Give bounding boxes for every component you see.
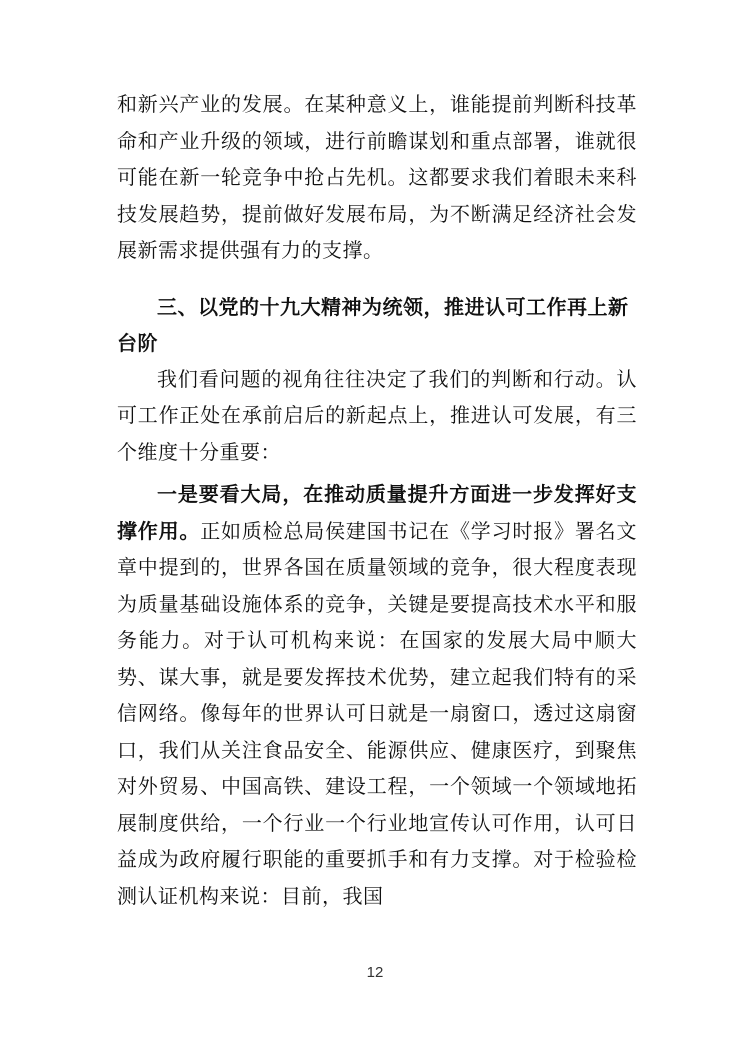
paragraph-continued: 和新兴产业的发展。在某种意义上，谁能提前判断科技革命和产业升级的领域，进行前瞻谋划和重点部署，谁就很可能在新一轮竞争中抢占先机。这都要求我们着眼未来科技发展趋势，提前做好发展布局，为不断满足经济社会发展新需求提供强有力的支撑。 [117,92,637,262]
section-heading: 三、以党的十九大精神为统领，推进认可工作再上新台阶 [117,294,629,355]
paragraph-body: 正如质检总局侯建国书记在《学习时报》署名文章中提到的，世界各国在质量领域的竞争，很大程度表现为质量基础设施体系的竞争，关键是要提高技术水平和服务能力。对于认可机构来说：在国家的发展大局中顺大势、谋大事，就是要发挥技术优势，建立起我们特有的采信网络。像每年的世界认可日就是一扇窗口，透过这扇窗口，我们从关注食品安全、能源供应、健康医疗，到聚焦对外贸易、中国高铁、建设工程，一个领域一个领域地拓展制度供给，一个行业一个行业地宣传认可作用，认可日益成为政府履行职能的重要抓手和有力支撑。对于检验检测认证机构来说：目前，我国 [117,518,637,908]
paragraph-intro: 我们看问题的视角往往决定了我们的判断和行动。认可工作正处在承前启后的新起点上，推进认可发展，有三个维度十分重要： [117,366,637,464]
page-number: 12 [366,964,384,981]
paragraph-first-dimension [117,476,637,914]
document-body [117,86,637,914]
paragraph-lead-bold: 一是要看大局，在推动质量提升方面进一步发挥好支撑作用。 [117,482,637,543]
